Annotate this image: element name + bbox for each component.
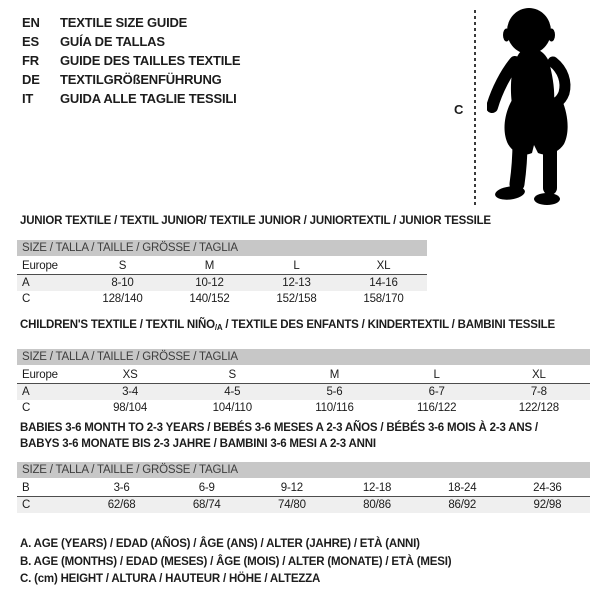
- table-row: [17, 400, 590, 416]
- table-cell: 122/128: [518, 402, 559, 414]
- table-cell: 80/86: [363, 499, 391, 511]
- language-row: [22, 70, 240, 89]
- row-label: A: [22, 277, 30, 289]
- section-junior-textile: [17, 215, 491, 307]
- language-label: GUIDE DES TAILLES TEXTILE: [60, 53, 241, 68]
- table-cell: 8-10: [111, 277, 134, 289]
- language-code: EN: [22, 15, 40, 30]
- row-label: Europe: [17, 257, 79, 275]
- table-cell: 3-6: [79, 479, 164, 497]
- row-label: C: [22, 499, 31, 511]
- table-cell: 158/170: [363, 293, 404, 305]
- table-row: [17, 291, 427, 307]
- table-cell: XL: [340, 257, 427, 275]
- table-cell: 12-18: [334, 479, 419, 497]
- language-code: IT: [22, 91, 34, 106]
- note-line: C. (cm) HEIGHT / ALTURA / HAUTEUR / HÖHE / ALTEZZA: [20, 573, 321, 585]
- table-cell: 62/68: [107, 499, 136, 511]
- table-row: [17, 257, 427, 275]
- table-cell: 92/98: [533, 499, 562, 511]
- table-cell: 74/80: [278, 499, 306, 511]
- note-line: B. AGE (MONTHS) / EDAD (MESES) / ÂGE (MOIS) / ALTER (MONATE) / ETÀ (MESI): [20, 555, 452, 568]
- table-cell: L: [253, 257, 340, 275]
- table-cell: M: [166, 257, 253, 275]
- row-label: Europe: [17, 366, 79, 384]
- table-cell: 7-8: [530, 386, 547, 398]
- table-cell: S: [181, 366, 283, 384]
- table-cell: 4-5: [224, 386, 241, 398]
- language-code: DE: [22, 72, 40, 87]
- table-cell: 5-6: [326, 386, 343, 398]
- children-size-table: [17, 349, 590, 416]
- size-header-bar: SIZE / TALLA / TAILLE / GRÖSSE / TAGLIA: [17, 240, 427, 257]
- section-babies-textile: [17, 420, 590, 513]
- language-label: TEXTILGRÖßENFÜHRUNG: [60, 72, 222, 87]
- table-cell: L: [386, 366, 488, 384]
- size-header-bar: SIZE / TALLA / TAILLE / GRÖSSE / TAGLIA: [17, 462, 590, 479]
- table-cell: 68/74: [192, 499, 221, 511]
- table-cell: 98/104: [113, 402, 148, 414]
- table-cell: 110/116: [315, 402, 354, 414]
- language-label: TEXTILE SIZE GUIDE: [60, 15, 188, 30]
- baby-silhouette-icon: [487, 8, 592, 208]
- title-line: BABYS 3-6 MONATE BIS 2-3 JAHRE / BAMBINI 3-6 MESI A 2-3 ANNI: [20, 438, 376, 450]
- section-title: [20, 319, 590, 334]
- table-cell: XL: [488, 366, 590, 384]
- row-label: C: [22, 293, 31, 305]
- table-cell: 24-36: [505, 479, 590, 497]
- junior-size-table: [17, 240, 427, 307]
- table-row: [17, 479, 590, 497]
- row-label: B: [17, 479, 79, 497]
- row-label: C: [22, 402, 31, 414]
- table-cell: 10-12: [195, 277, 224, 289]
- table-cell: 3-4: [122, 386, 139, 398]
- table-row: [17, 497, 590, 514]
- table-cell: 9-12: [249, 479, 334, 497]
- table-cell: 18-24: [420, 479, 505, 497]
- language-list: [22, 13, 240, 108]
- table-cell: XS: [79, 366, 181, 384]
- title-part: CHILDREN'S TEXTILE / TEXTIL NIÑO: [20, 319, 215, 331]
- language-row: [22, 32, 240, 51]
- language-row: [22, 13, 240, 32]
- height-measure-label: C: [454, 102, 464, 117]
- table-cell: 128/140: [102, 293, 143, 305]
- table-cell: 140/152: [189, 293, 230, 305]
- babies-size-table: [17, 462, 590, 513]
- language-label: GUÍA DE TALLAS: [60, 34, 165, 49]
- note-line: A. AGE (YEARS) / EDAD (AÑOS) / ÂGE (ANS) / ALTER (JAHRE) / ETÀ (ANNI): [20, 538, 420, 550]
- section-children-textile: [17, 319, 590, 416]
- section-title: [17, 420, 590, 452]
- table-cell: 116/122: [416, 402, 457, 414]
- table-cell: 14-16: [369, 277, 398, 289]
- table-cell: 86/92: [448, 499, 477, 511]
- baby-figure-area: [450, 0, 600, 214]
- table-cell: 12-13: [282, 277, 311, 289]
- table-cell: 104/110: [212, 402, 252, 414]
- size-header-bar: SIZE / TALLA / TAILLE / GRÖSSE / TAGLIA: [17, 349, 590, 366]
- table-row: [17, 275, 427, 292]
- row-label: A: [22, 386, 30, 398]
- language-row: [22, 51, 240, 70]
- language-code: FR: [22, 53, 39, 68]
- section-title: JUNIOR TEXTILE / TEXTIL JUNIOR/ TEXTILE JUNIOR / JUNIORTEXTIL / JUNIOR TESSILE: [20, 215, 491, 227]
- table-row: [17, 366, 590, 384]
- title-line: BABIES 3-6 MONTH TO 2-3 YEARS / BEBÉS 3-6 MESES A 2-3 AÑOS / BÉBÉS 3-6 MOIS À 2-3 ANS /: [20, 422, 538, 434]
- language-code: ES: [22, 34, 39, 49]
- table-cell: 6-9: [164, 479, 249, 497]
- table-cell: 6-7: [428, 386, 445, 398]
- table-row: [17, 384, 590, 401]
- height-measure-dashed-line: [474, 10, 476, 206]
- table-cell: M: [283, 366, 385, 384]
- language-label: GUIDA ALLE TAGLIE TESSILI: [60, 91, 237, 106]
- language-row: [22, 89, 240, 108]
- legend-notes: [20, 536, 451, 589]
- title-part: / TEXTILE DES ENFANTS / KINDERTEXTIL / BAMBINI TESSILE: [222, 319, 555, 331]
- table-cell: S: [79, 257, 166, 275]
- table-cell: 152/158: [276, 293, 317, 305]
- title-subscript: /A: [214, 323, 223, 332]
